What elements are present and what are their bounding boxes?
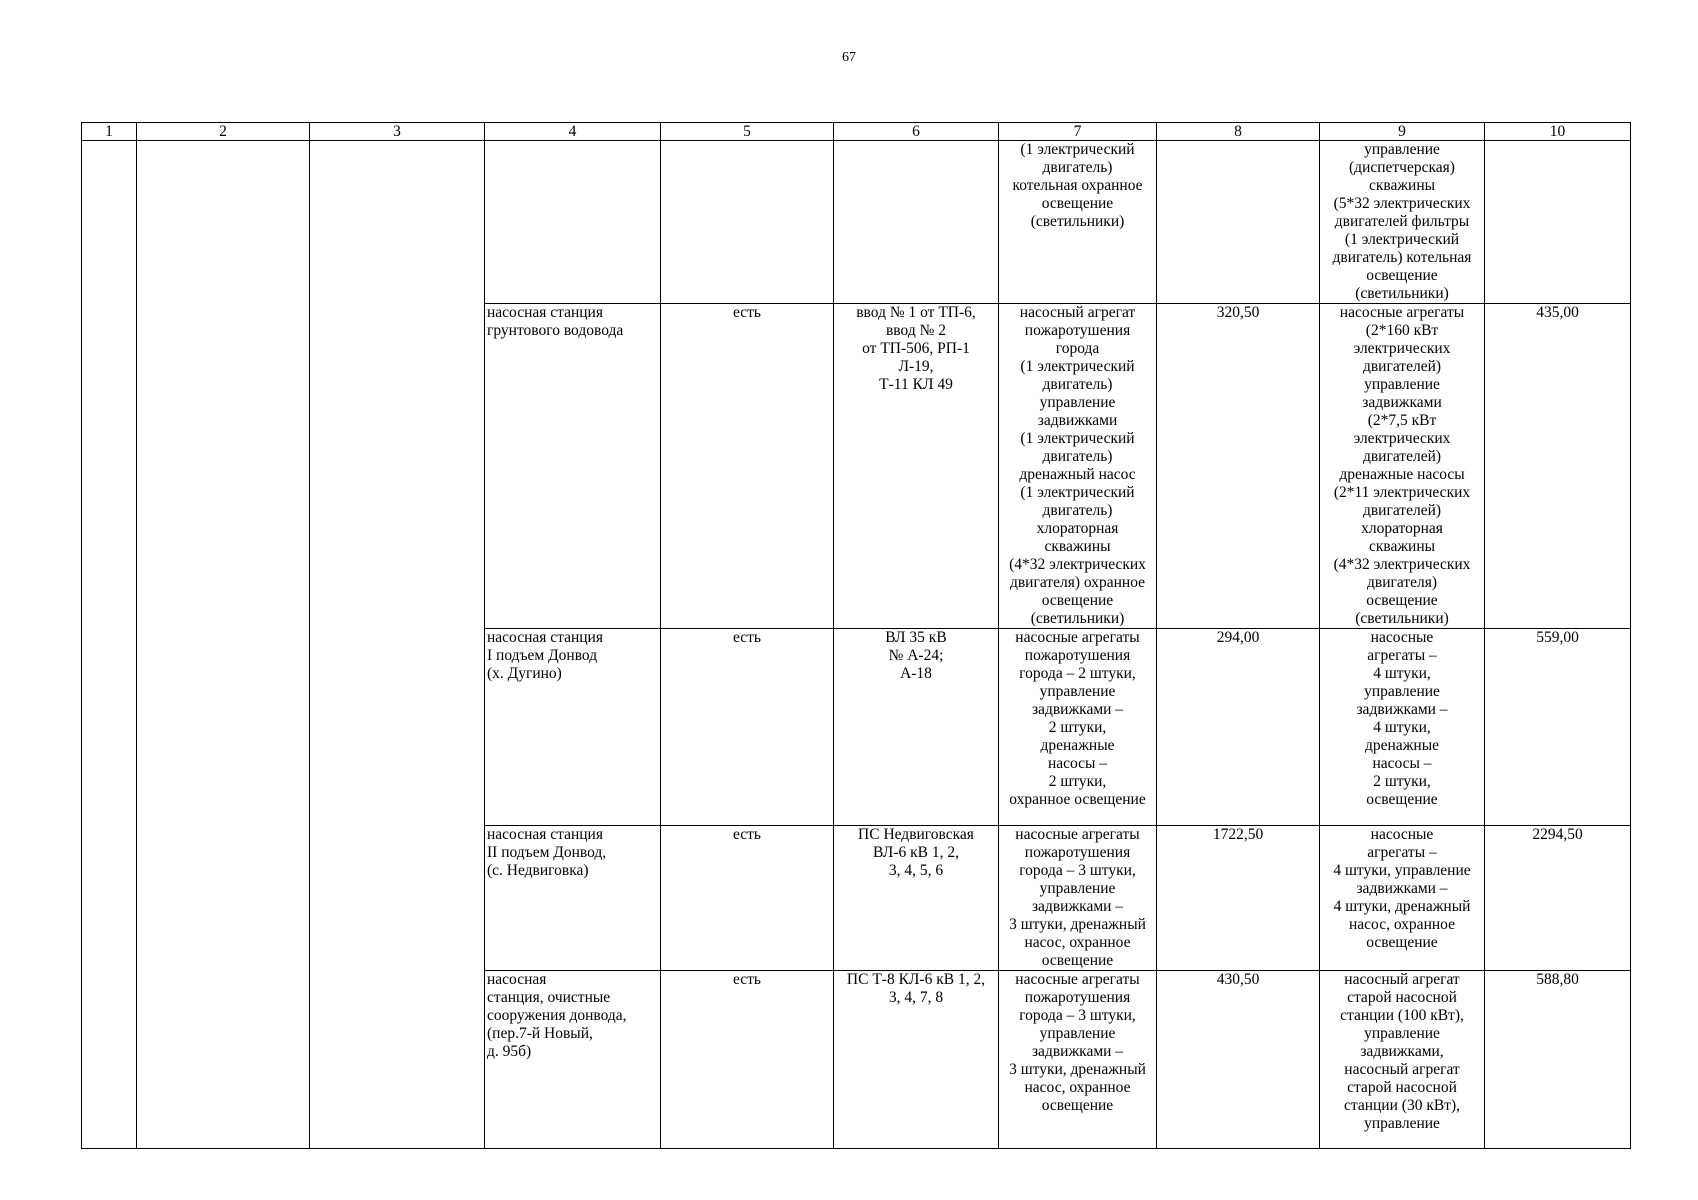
supply-text: ввод № 1 от ТП-6, ввод № 2 от ТП-506, РП-1 Л-19, Т-11 КЛ 49 — [856, 304, 976, 393]
cell-object — [485, 971, 661, 1149]
cell-equipment — [1320, 304, 1485, 629]
supply-text: ПС Т-8 КЛ-6 кВ 1, 2, 3, 4, 7, 8 — [846, 971, 986, 1006]
power-2-text: 2294,50 — [1532, 826, 1583, 843]
header-cell-9: 9 — [1320, 123, 1485, 141]
consumers-text: насосные агрегаты пожаротушения города – 3 штуки, управление задвижками – 3 штуки, дренажный насос, охранное освещение — [1009, 971, 1146, 1114]
cell-power-2 — [1485, 971, 1631, 1149]
supply-text: ПС Недвиговская ВЛ-6 кВ 1, 2, 3, 4, 5, 6 — [858, 826, 974, 879]
header-cell-10: 10 — [1485, 123, 1631, 141]
cell-consumers — [999, 304, 1157, 629]
cell-availability — [661, 826, 834, 971]
cell-consumers — [999, 826, 1157, 971]
page-number: 67 — [842, 50, 856, 65]
consumers-text: насосные агрегаты пожаротушения города – 3 штуки, управление задвижками – 3 штуки, дренажный насос, охранное освещение — [1009, 826, 1146, 969]
equipment-text: управление (диспетчерская) скважины (5*32 электрических двигателей фильтры (1 электрический двигатель) котельная освещение (светильники) — [1332, 141, 1472, 302]
cell-col2 — [137, 141, 310, 1149]
consumers-text: (1 электрический двигатель) котельная охранное освещение (светильники) — [1012, 141, 1143, 230]
availability-text: есть — [733, 629, 761, 646]
equipment-text: насосные агрегаты – 4 штуки, управление задвижками – 4 штуки, дренажный насос, охранное освещение — [1333, 826, 1471, 951]
cell-equipment — [1320, 826, 1485, 971]
cell-equipment — [1320, 971, 1485, 1149]
equipment-text: насосный агрегат старой насосной станции (100 кВт), управление задвижками, насосный агрегат старой насосной станции (30 кВт), управление — [1340, 971, 1464, 1132]
data-table — [81, 122, 1631, 1149]
object-text: насосная станция грунтового водовода — [487, 304, 624, 339]
cell-equipment — [1320, 141, 1485, 304]
consumers-text: насосный агрегат пожаротушения города (1 электрический двигатель) управление задвижками (1 электрический двигатель) дренажный насос (1 электрический двигатель) хлораторная скважины (4*32 электрических двигателя) охранное освещение (светильники) — [1009, 304, 1146, 627]
supply-text: ВЛ 35 кВ № А-24; А-18 — [885, 629, 947, 682]
cell-availability — [661, 629, 834, 826]
cell-power-2 — [1485, 141, 1631, 304]
power-2-text: 435,00 — [1536, 304, 1579, 321]
cell-col3 — [310, 141, 485, 1149]
header-cell-4: 4 — [485, 123, 661, 141]
cell-object — [485, 304, 661, 629]
header-cell-1: 1 — [82, 123, 137, 141]
object-text: насосная станция II подъем Донвод, (с. Недвиговка) — [487, 826, 607, 879]
cell-power-1 — [1157, 826, 1320, 971]
power-1-text: 430,50 — [1216, 971, 1260, 988]
cell-supply — [834, 141, 999, 304]
object-text: насосная станция, очистные сооружения донвода, (пер.7-й Новый, д. 95б) — [487, 971, 627, 1060]
cell-power-1 — [1157, 629, 1320, 826]
equipment-text: насосные агрегаты (2*160 кВт электрических двигателей) управление задвижками (2*7,5 кВт электрических двигателей) дренажные насосы (2*11 электрических двигателей) хлораторная скважины (4*32 электрических двигателя) освещение (светильники) — [1333, 304, 1471, 627]
header-cell-5: 5 — [661, 123, 834, 141]
cell-power-1 — [1157, 141, 1320, 304]
power-2-text: 588,80 — [1536, 971, 1579, 988]
cell-object — [485, 141, 661, 304]
cell-consumers — [999, 629, 1157, 826]
cell-object — [485, 826, 661, 971]
cell-equipment — [1320, 629, 1485, 826]
header-cell-7: 7 — [999, 123, 1157, 141]
cell-availability — [661, 971, 834, 1149]
power-1-text: 1722,50 — [1212, 826, 1264, 843]
cell-col1 — [82, 141, 137, 1149]
header-cell-3: 3 — [310, 123, 485, 141]
header-cell-6: 6 — [834, 123, 999, 141]
cell-power-1 — [1157, 971, 1320, 1149]
power-1-text: 320,50 — [1216, 304, 1260, 321]
cell-supply — [834, 629, 999, 826]
availability-text: есть — [733, 826, 761, 843]
cell-power-2 — [1485, 304, 1631, 629]
cell-consumers — [999, 971, 1157, 1149]
power-2-text: 559,00 — [1536, 629, 1579, 646]
header-cell-2: 2 — [137, 123, 310, 141]
power-1-text: 294,00 — [1216, 629, 1260, 646]
equipment-text: насосные агрегаты – 4 штуки, управление задвижками – 4 штуки, дренажные насосы – 2 штуки, освещение — [1356, 629, 1448, 808]
cell-availability — [661, 304, 834, 629]
header-cell-8: 8 — [1157, 123, 1320, 141]
cell-supply — [834, 826, 999, 971]
consumers-text: насосные агрегаты пожаротушения города – 2 штуки, управление задвижками – 2 штуки, дренажные насосы – 2 штуки, охранное освещение — [1009, 629, 1146, 808]
cell-supply — [834, 971, 999, 1149]
cell-power-2 — [1485, 826, 1631, 971]
table-row — [82, 141, 1631, 304]
cell-power-1 — [1157, 304, 1320, 629]
header-row — [82, 123, 1631, 141]
object-text: насосная станция I подъем Донвод (х. Дугино) — [487, 629, 603, 682]
cell-availability — [661, 141, 834, 304]
cell-consumers — [999, 141, 1157, 304]
availability-text: есть — [733, 971, 761, 988]
availability-text: есть — [733, 304, 761, 321]
cell-object — [485, 629, 661, 826]
cell-supply — [834, 304, 999, 629]
cell-power-2 — [1485, 629, 1631, 826]
